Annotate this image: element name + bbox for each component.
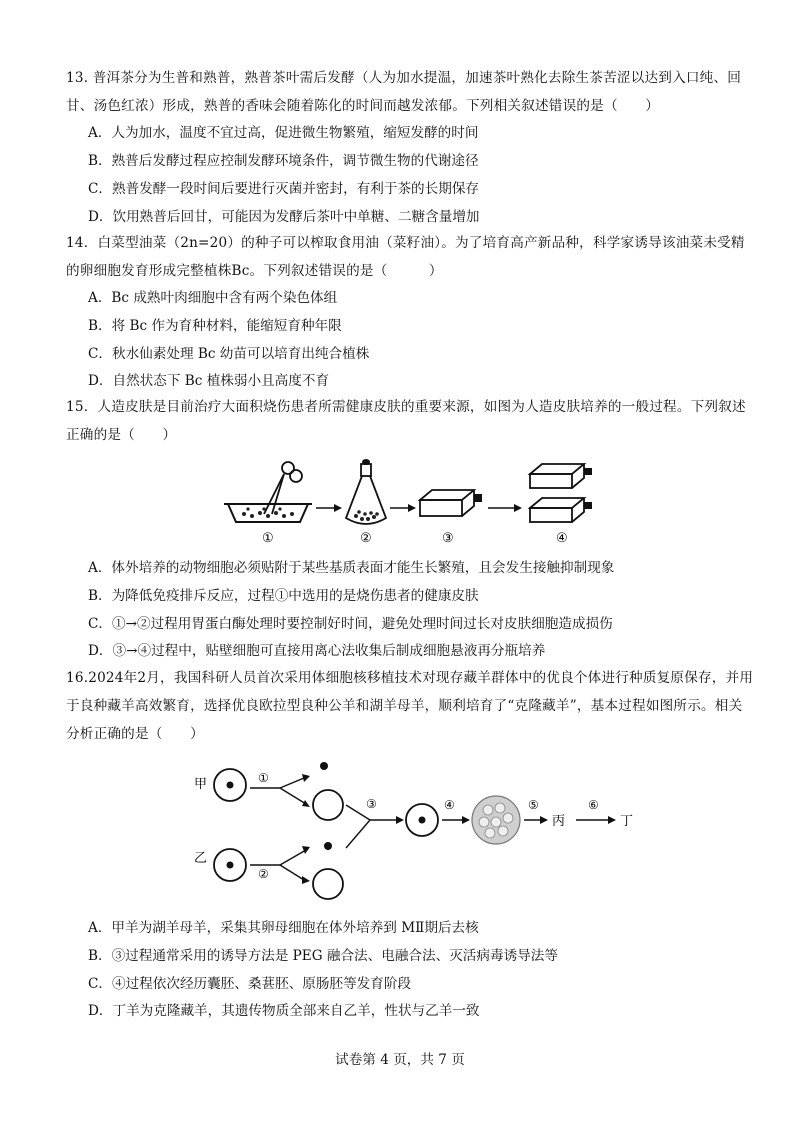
question-16-stem: 16.2024年2月，我国科研人员首次采用体细胞核移植技术对现存藏羊群体中的优良个体进行种质复原保存，并用于良种藏羊高效繁育，选择优良欧拉型良种公羊和湖羊母羊，顺利培育了“克隆藏羊”，基本过程如图所示。相关分析正确的是（ ） <box>66 670 754 742</box>
step-5-label: ⑤ <box>528 798 539 812</box>
question-14-option-b: B．将 Bc 作为育种材料，能缩短育种年限 <box>88 318 342 334</box>
page-footer: 试卷第 4 页，共 7 页 <box>335 1052 465 1068</box>
question-13-option-b: B．熟普后发酵过程应控制发酵环境条件，调节微生物的代谢途径 <box>88 153 479 169</box>
culture-bottle-icon <box>420 490 482 516</box>
arrow-icon <box>488 504 522 512</box>
enucleated-cell-icon <box>313 869 343 899</box>
label-bing: 丙 <box>552 814 566 829</box>
figure-label-4: ④ <box>556 531 568 546</box>
label-jia: 甲 <box>194 777 208 792</box>
two-culture-bottles-icon <box>530 464 592 522</box>
question-15-option-c: C．①→②过程用胃蛋白酶处理时要控制好时间，避免处理时间过长对皮肤细胞造成损伤 <box>88 616 613 632</box>
question-16-option-d: D．丁羊为克隆藏羊，其遗传物质全部来自乙羊，性状与乙羊一致 <box>88 1003 480 1019</box>
arrow-icon <box>316 504 342 512</box>
label-yi: 乙 <box>194 851 208 866</box>
enucleated-oocyte-icon <box>313 790 343 820</box>
flask-icon <box>346 459 386 524</box>
nucleus-dot-icon <box>324 842 332 850</box>
nucleus-dot-icon <box>320 762 328 770</box>
question-15-stem: 15．人造皮肤是目前治疗大面积烧伤患者所需健康皮肤的重要来源，如图为人造皮肤培养的一般过程。下列叙述正确的是（ ） <box>66 399 746 443</box>
question-14-stem: 14．白菜型油菜（2n=20）的种子可以榨取食用油（菜籽油）。为了培育高产新品种，科学家诱导该油菜未受精的卵细胞发育形成完整植株Bc。下列叙述错误的是（ ） <box>66 235 745 279</box>
question-15-option-a: A．体外培养的动物细胞必须贴附于某些基质表面才能生长繁殖，且会发生接触抑制现象 <box>88 560 615 576</box>
step-1-label: ① <box>258 771 269 785</box>
question-16-option-b: B．③过程通常采用的诱导方法是 PEG 融合法、电融合法、灭活病毒诱导法等 <box>88 948 558 964</box>
question-13-stem: 13. 普洱茶分为生普和熟普，熟普茶叶需后发酵（人为加水提温，加速茶叶熟化去除生茶苦涩以达到入口纯、回甘、汤色红浓）形成，熟普的香味会随着陈化的时间而越发浓郁。下列相关叙述错误的是（ ） <box>66 70 742 114</box>
step-6-label: ⑥ <box>588 798 599 812</box>
clone-process-figure <box>190 752 650 912</box>
figure-label-3: ③ <box>442 531 454 546</box>
question-16-option-a: A．甲羊为湖羊母羊，采集其卵母细胞在体外培养到 MⅡ期后去核 <box>88 920 479 936</box>
arrow-icon <box>390 504 416 512</box>
question-13-option-a: A．人为加水，温度不宜过高，促进微生物繁殖，缩短发酵的时间 <box>88 125 479 141</box>
label-ding: 丁 <box>620 814 634 829</box>
question-13-option-c: C．熟普发酵一段时间后要进行灭菌并密封，有利于茶的长期保存 <box>88 181 480 197</box>
question-14-option-a: A．Bc 成熟叶肉细胞中含有两个染色体组 <box>88 290 338 306</box>
question-14-option-d: D．自然状态下 Bc 植株弱小且高度不育 <box>88 373 330 389</box>
question-15-option-b: B．为降低免疫排斥反应，过程①中选用的是烧伤患者的健康皮肤 <box>88 588 479 604</box>
step-3-label: ③ <box>366 797 377 811</box>
question-16-option-c: C．④过程依次经历囊胚、桑葚胚、原肠胚等发育阶段 <box>88 976 412 992</box>
figure-label-2: ② <box>360 531 372 546</box>
step-4-label: ④ <box>444 798 455 812</box>
skin-culture-figure <box>220 456 610 548</box>
embryo-icon <box>472 796 520 844</box>
question-15-option-d: D．③→④过程中，贴壁细胞可直接用离心法收集后制成细胞悬液再分瓶培养 <box>88 643 546 659</box>
question-13-option-d: D．饮用熟普后回甘，可能因为发酵后茶叶中单糖、二糖含量增加 <box>88 209 480 225</box>
question-14-option-c: C．秋水仙素处理 Bc 幼苗可以培育出纯合植株 <box>88 346 370 362</box>
step-2-label: ② <box>258 867 269 881</box>
dish-with-scissors-icon <box>224 462 312 522</box>
figure-label-1: ① <box>262 531 274 546</box>
